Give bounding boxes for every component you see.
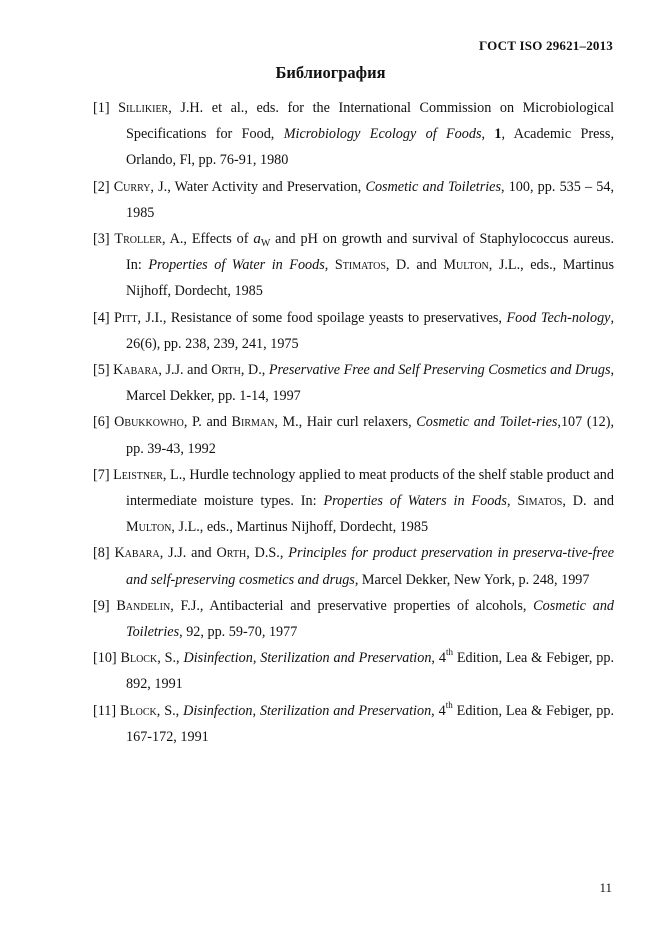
- ref-author: Bandelin: [116, 597, 171, 614]
- ref-number: [1]: [93, 100, 110, 116]
- ref-number: [10]: [93, 650, 117, 667]
- ref-text: , P. and: [183, 414, 232, 431]
- ref-number: [8]: [93, 545, 110, 562]
- ref-text: , 4: [431, 702, 446, 719]
- ref-text: , S.,: [156, 702, 184, 719]
- ref-number: [2]: [93, 178, 110, 195]
- ref-author: Curry: [113, 178, 151, 195]
- ref-coauthor: Orth: [216, 545, 247, 562]
- reference-item-5: [93, 357, 614, 409]
- ref-text: , J.H. et al., eds. for the International Commission on Microbiological Specifications for Food,: [126, 100, 615, 143]
- ref-title: Cosmetic and Toiletries: [365, 178, 501, 195]
- ref-author: Kabara: [113, 362, 159, 379]
- ref-title: Disinfection, Sterilization and Preservation: [183, 650, 432, 667]
- reference-item-4: [93, 305, 614, 357]
- reference-item-6: [93, 409, 614, 461]
- ref-text: ,: [506, 493, 518, 510]
- ref-author: Sillikier: [118, 100, 169, 116]
- ref-volume: 1: [494, 126, 502, 143]
- ref-text: and pH on growth and survival of Staphylococcus aureus. In:: [126, 231, 614, 274]
- ref-coauthor: Birman: [231, 414, 275, 431]
- ref-number: [4]: [93, 309, 110, 326]
- ref-text: ,: [324, 257, 335, 274]
- reference-item-3: [93, 226, 614, 305]
- ref-text: , J.J. and: [159, 545, 217, 562]
- ref-editor: Multon: [443, 257, 489, 274]
- ref-title: Preservative Free and Self Preserving Cosmetics and Drugs: [268, 362, 611, 379]
- ref-author: Block: [120, 650, 158, 667]
- reference-item-2: [93, 174, 614, 226]
- ordinal-superscript: th: [445, 647, 453, 658]
- ref-editor: Stimatos: [334, 257, 386, 274]
- ref-number: [3]: [93, 231, 110, 248]
- reference-item-10: [93, 645, 614, 697]
- water-activity-symbol: a: [253, 231, 261, 248]
- ref-text: , D.S.,: [246, 545, 289, 562]
- ref-text: , Marcel Dekker, New York, p. 248, 1997: [354, 571, 590, 588]
- ref-number: [7]: [93, 466, 110, 483]
- ref-text: , D. and: [562, 493, 614, 510]
- reference-item-8: [93, 540, 614, 592]
- ref-title: Microbiology Ecology of Foods: [283, 126, 482, 143]
- ref-text: , M., Hair curl relaxers,: [274, 414, 417, 431]
- ref-title: Cosmetic and Toilet-ries: [416, 414, 558, 431]
- ref-coauthor: Orth: [211, 362, 241, 379]
- ref-text: , J., Water Activity and Preservation,: [150, 178, 366, 195]
- ref-text: , J.I., Resistance of some food spoilage yeasts to preservatives,: [137, 309, 507, 326]
- ref-text: ,: [481, 126, 495, 143]
- ref-text: , A., Effects of: [161, 231, 254, 248]
- ref-text: ,107 (12), pp. 39-43, 1992: [126, 414, 614, 457]
- ref-text: , Marcel Dekker, pp. 1-14, 1997: [126, 362, 615, 405]
- reference-item-1: [93, 95, 614, 174]
- ordinal-superscript: th: [445, 699, 453, 710]
- ref-text: , Academic Press, Orlando, Fl, pp. 76-91, 1980: [126, 126, 614, 169]
- ref-editor: Simatos: [517, 493, 563, 510]
- ref-editor: Multon: [126, 519, 172, 536]
- ref-author: Leistner: [113, 466, 163, 483]
- ref-title: Properties of Water in Foods: [148, 257, 325, 274]
- ref-number: [9]: [93, 597, 110, 614]
- ref-title: Food Tech-nology: [506, 309, 611, 326]
- water-activity-subscript: W: [260, 238, 271, 250]
- ref-title: Properties of Waters in Foods: [323, 493, 507, 510]
- reference-item-7: [93, 462, 614, 541]
- ref-text: , S.,: [157, 650, 184, 667]
- ref-text: , 4: [431, 650, 446, 667]
- ref-author: Troller: [114, 231, 162, 248]
- ref-number: [11]: [93, 702, 117, 719]
- reference-item-9: [93, 593, 614, 645]
- ref-title: Cosmetic and Toiletries: [126, 597, 615, 641]
- ref-text: , 92, pp. 59-70, 1977: [179, 624, 298, 641]
- ref-text: , 100, pp. 535 – 54, 1985: [126, 178, 615, 221]
- ref-text: , D. and: [385, 257, 444, 274]
- ref-text: Edition, Lea & Febiger, pp. 892, 1991: [126, 650, 614, 693]
- bibliography-list: [93, 95, 614, 750]
- ref-text: , D.,: [240, 362, 269, 379]
- ref-text: , J.J. and: [158, 362, 212, 379]
- ref-text: , L., Hurdle technology applied to meat products of the shelf stable product and intermediate moisture types. In:: [126, 466, 614, 510]
- ref-title: Disinfection, Sterilization and Preservation: [183, 702, 432, 719]
- page-title: Библиография: [275, 63, 386, 82]
- reference-item-11: [93, 698, 614, 750]
- page-number: 11: [599, 880, 612, 895]
- ref-text: , J.L., eds., Martinus Nijhoff, Dordecht, 1985: [126, 257, 615, 300]
- ref-text: Edition, Lea & Febiger, pp. 167-172, 1991: [126, 702, 615, 745]
- ref-author: Obukkowho: [114, 414, 184, 431]
- ref-number: [5]: [93, 362, 110, 379]
- ref-author: Kabara: [114, 545, 160, 562]
- ref-author: Pitt: [114, 309, 138, 326]
- ref-author: Block: [120, 702, 157, 719]
- standard-code: ГОСТ ISO 29621–2013: [479, 38, 613, 53]
- ref-number: [6]: [93, 414, 110, 431]
- ref-text: , J.L., eds., Martinus Nijhoff, Dordecht, 1985: [171, 519, 429, 536]
- ref-title: Principles for product preservation in preserva-tive-free and self-preserving cosmetics and drugs: [126, 545, 615, 588]
- ref-text: , F.J., Antibacterial and preservative properties of alcohols,: [170, 597, 534, 614]
- ref-text: , 26(6), pp. 238, 239, 241, 1975: [126, 309, 615, 352]
